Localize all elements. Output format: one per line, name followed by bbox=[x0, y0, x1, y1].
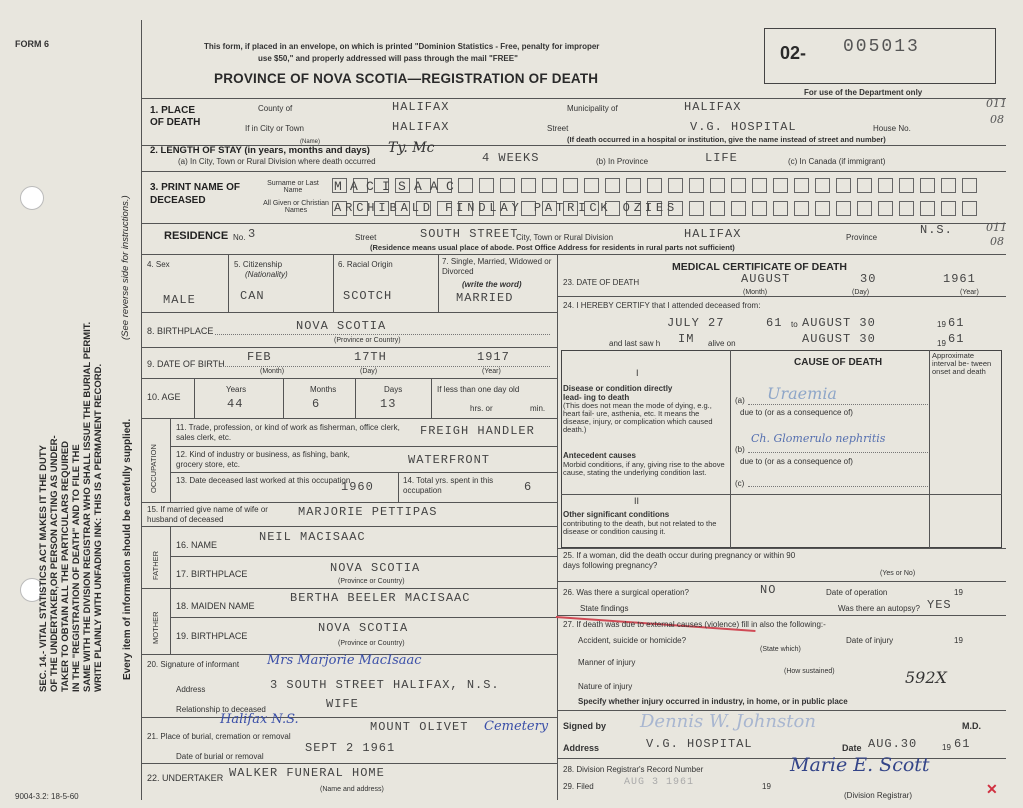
last-worked-label: 13. Date deceased last worked at this occupation bbox=[176, 476, 351, 485]
letter-box bbox=[773, 178, 788, 193]
dod-year: 1961 bbox=[943, 272, 976, 286]
name-hint: (Name) bbox=[300, 139, 321, 145]
q25-label: 25. If a woman, did the death occur during pregnancy or within 90 days following pregnancy? bbox=[563, 551, 796, 570]
mother-birthplace-label: 19. BIRTHPLACE bbox=[176, 631, 248, 641]
birthplace-label: 8. BIRTHPLACE bbox=[147, 326, 214, 336]
months-label: Months bbox=[310, 385, 337, 394]
city-label: If in City or Town bbox=[245, 124, 304, 133]
letter-box bbox=[710, 178, 725, 193]
marital-label: 7. Single, Married, Widowed or Divorced bbox=[442, 257, 552, 276]
letter-box bbox=[626, 178, 641, 193]
deceased-name-label: 3. PRINT NAME OF DECEASED bbox=[150, 182, 241, 206]
antecedent-text: Morbid conditions, if any, giving rise to the above cause, stating the underlying condition last. bbox=[563, 460, 725, 477]
registrar-label: (Division Registrar) bbox=[844, 791, 913, 800]
hospital-note: (If death occurred in a hospital or institution, give the name instead of street and number) bbox=[567, 135, 886, 144]
letter-box bbox=[878, 201, 893, 216]
stay-annotation: Ty. Mc bbox=[388, 140, 435, 156]
letter-box bbox=[647, 178, 662, 193]
dod-day: 30 bbox=[860, 272, 877, 286]
mother-birthplace-value: NOVA SCOTIA bbox=[318, 621, 409, 635]
accident-label: Accident, suicide or homicide? bbox=[578, 636, 687, 645]
marital-hint: (write the word) bbox=[462, 280, 522, 289]
place-of-death-label: 1. PLACE OF DEATH bbox=[150, 105, 201, 128]
alive-year: 61 bbox=[948, 332, 965, 346]
letter-box bbox=[941, 178, 956, 193]
form-number: FORM 6 bbox=[15, 39, 50, 49]
letter-box bbox=[542, 178, 557, 193]
stay-b-label: (b) In Province bbox=[596, 157, 649, 166]
dob-year-hint: (Year) bbox=[482, 368, 501, 375]
days-value: 13 bbox=[380, 397, 397, 411]
red-x-mark: ✕ bbox=[986, 781, 998, 797]
interval-label: Approximate interval be- tween onset and death bbox=[932, 351, 992, 376]
informant-addr-label: Address bbox=[176, 685, 206, 694]
attended-from: JULY 27 bbox=[667, 316, 725, 330]
residence-label: RESIDENCE bbox=[164, 230, 229, 242]
length-of-stay-label: 2. LENGTH OF STAY (in years, months and days) bbox=[150, 145, 370, 156]
relationship-label: Relationship to deceased bbox=[176, 705, 266, 714]
burial-date: SEPT 2 1961 bbox=[305, 741, 396, 755]
manner-label: Manner of injury bbox=[578, 658, 636, 667]
residence-note: (Residence means usual place of abode. Post Office Address for residents in rural parts not sufficient) bbox=[370, 243, 735, 252]
industry-value: WATERFRONT bbox=[408, 453, 491, 467]
dob-label: 9. DATE OF BIRTH bbox=[147, 359, 225, 369]
alive-label: alive on bbox=[708, 339, 736, 348]
letter-box bbox=[479, 178, 494, 193]
residence-city: HALIFAX bbox=[684, 227, 742, 241]
mail-notice-2: use $50," and properly addressed will pass through the mail "FREE" bbox=[258, 54, 518, 63]
trade-label: 11. Trade, profession, or kind of work as fisherman, office clerk, sales clerk, etc. bbox=[176, 423, 400, 442]
residence-province-label: Province bbox=[846, 233, 878, 242]
residence-no: 3 bbox=[248, 227, 257, 241]
q26-label: 26. Was there a surgical operation? bbox=[563, 588, 689, 597]
stay-a-label: (a) In City, Town or Rural Division where death occurred bbox=[178, 157, 376, 166]
dob-year: 1917 bbox=[477, 350, 510, 364]
filed-stamp: AUG 3 1961 bbox=[624, 777, 695, 788]
letter-box bbox=[584, 178, 599, 193]
letter-box bbox=[521, 178, 536, 193]
father-birthplace-label: 17. BIRTHPLACE bbox=[176, 569, 248, 579]
informant-sig-label: 20. Signature of informant bbox=[147, 660, 240, 669]
cause-b-value: Ch. Glomerulo nephritis bbox=[751, 432, 886, 445]
letter-box bbox=[836, 178, 851, 193]
physician-addr-label: Address bbox=[563, 743, 600, 753]
total-years-value: 6 bbox=[524, 480, 533, 494]
letter-box bbox=[752, 201, 767, 216]
residence-no-label: No. bbox=[233, 233, 246, 242]
physician-signature: Dennis W. Johnston bbox=[640, 711, 816, 732]
attended-to-year: 61 bbox=[948, 316, 965, 330]
given-value: ARCHIBALD FINDLAY PATRICK OZIES bbox=[334, 201, 679, 215]
injury-date-label: Date of injury bbox=[846, 636, 894, 645]
margin-code-1: 011 bbox=[986, 97, 1007, 110]
cause-a-label: (a) bbox=[735, 396, 745, 405]
to-prefix19: 19 bbox=[937, 320, 946, 329]
marital-value: MARRIED bbox=[456, 291, 514, 305]
father-side-label: FATHER bbox=[151, 550, 160, 580]
mother-side-label: MOTHER bbox=[151, 611, 160, 644]
antecedent-title: Antecedent causes bbox=[563, 451, 636, 460]
residence-code-1: 011 bbox=[986, 221, 1007, 234]
saw-label: and last saw h bbox=[609, 339, 661, 348]
dob-month: FEB bbox=[247, 350, 272, 364]
mother-maiden-value: BERTHA BEELER MACISAAC bbox=[290, 591, 471, 605]
alive-on: AUGUST 30 bbox=[802, 332, 876, 346]
filed-label: 29. Filed bbox=[563, 782, 594, 791]
side-every-item: Every item of information should be carefully supplied. bbox=[122, 418, 133, 680]
residence-code-2: 08 bbox=[990, 235, 1004, 248]
letter-box bbox=[962, 178, 977, 193]
street-value: V.G. HOSPITAL bbox=[690, 120, 797, 134]
undertaker-hint: (Name and address) bbox=[320, 786, 384, 793]
relationship-value: WIFE bbox=[326, 697, 359, 711]
trade-value: FREIGH HANDLER bbox=[420, 424, 535, 438]
sig-date-label: Date bbox=[842, 743, 862, 753]
punch-hole-top bbox=[20, 186, 44, 210]
dod-label: 23. DATE OF DEATH bbox=[563, 278, 640, 287]
md-label: M.D. bbox=[962, 721, 981, 731]
letter-box bbox=[689, 178, 704, 193]
sex-label: 4. Sex bbox=[147, 260, 170, 269]
given-label: All Given or Christian Names bbox=[263, 200, 329, 214]
street-label: Street bbox=[547, 124, 569, 133]
days-label: Days bbox=[384, 385, 403, 394]
informant-address: 3 SOUTH STREET HALIFAX, N.S. bbox=[270, 678, 500, 692]
city-value: HALIFAX bbox=[392, 120, 450, 134]
father-name-label: 16. NAME bbox=[176, 540, 218, 550]
op-year-label: 19 bbox=[954, 588, 963, 597]
father-name-value: NEIL MACISAAC bbox=[259, 530, 366, 544]
sex-value: MALE bbox=[163, 293, 196, 307]
birthplace-hint: (Province or Country) bbox=[334, 337, 401, 344]
letter-box bbox=[899, 201, 914, 216]
last-worked-value: 1960 bbox=[341, 480, 374, 494]
dod-year-hint: (Year) bbox=[960, 289, 979, 296]
state-which-hint: (State which) bbox=[760, 646, 801, 653]
how-sustained-hint: (How sustained) bbox=[784, 668, 835, 675]
dod-month: AUGUST bbox=[741, 272, 791, 286]
min-label: min. bbox=[530, 404, 546, 413]
total-years-label: 14. Total yrs. spent in this occupation bbox=[403, 476, 494, 495]
residence-street-label: Street bbox=[355, 233, 377, 242]
nature-code: 592X bbox=[905, 668, 947, 687]
specify-label: Specify whether injury occurred in industry, in home, or in public place bbox=[578, 697, 848, 706]
informant-signature: Mrs Marjorie MacIsaac bbox=[267, 653, 422, 668]
letter-box bbox=[920, 201, 935, 216]
letter-box bbox=[731, 201, 746, 216]
cause-title: CAUSE OF DEATH bbox=[794, 357, 883, 368]
dod-month-hint: (Month) bbox=[743, 289, 768, 296]
letter-box bbox=[941, 201, 956, 216]
dob-day: 17TH bbox=[354, 350, 387, 364]
letter-box bbox=[731, 178, 746, 193]
occupation-side-label: OCCUPATION bbox=[149, 444, 158, 493]
autopsy-label: Was there an autopsy? bbox=[838, 604, 920, 613]
op-date-label: Date of operation bbox=[826, 588, 888, 597]
father-birthplace-value: NOVA SCOTIA bbox=[330, 561, 421, 575]
registration-number: 005013 bbox=[843, 37, 920, 57]
other-title: Other significant conditions bbox=[563, 510, 670, 519]
page-title: PROVINCE OF NOVA SCOTIA—REGISTRATION OF DEATH bbox=[214, 71, 599, 86]
margin-code-2: 08 bbox=[990, 113, 1004, 126]
sig-date-year: 61 bbox=[954, 737, 971, 751]
residence-province: N.S. bbox=[920, 223, 953, 237]
citizenship-label: 5. Citizenship bbox=[234, 260, 283, 269]
spouse-label: 15. If married give name of wife or husband of deceased bbox=[147, 505, 268, 524]
saw-him: IM bbox=[678, 332, 695, 346]
years-value: 44 bbox=[227, 397, 244, 411]
stay-b-value: LIFE bbox=[705, 151, 738, 165]
letter-box bbox=[962, 201, 977, 216]
birthplace-value: NOVA SCOTIA bbox=[296, 319, 387, 333]
letter-box bbox=[920, 178, 935, 193]
side-instructions: SEC. 14.- VITAL STATISTICS ACT MAKES IT THE DUTY OF THE UNDERTAKER,OR PERSON ACTING AS UNDER- TAKER TO OBTAIN ALL THE PARTICULARS REQUIRED IN THE "REGISTRATION OF DEATH" AND TO FILE THE SAME WITH THE DIVISION REGISTRAR WHO SHALL ISSUE THE BURIAL PERMIT. WRITE PLAINLY WITH UNFADING INK: THIS IS A PERMANENT RECORD. bbox=[38, 321, 104, 692]
letter-box bbox=[752, 178, 767, 193]
age-label: 10. AGE bbox=[147, 392, 181, 402]
dob-month-hint: (Month) bbox=[260, 368, 285, 375]
signed-label: Signed by bbox=[563, 721, 607, 731]
nature-label: Nature of injury bbox=[578, 682, 633, 691]
cause-b-label: (b) bbox=[735, 445, 745, 454]
house-label: House No. bbox=[873, 124, 911, 133]
cause-c-label: (c) bbox=[735, 479, 745, 488]
sig-date: AUG.30 bbox=[868, 737, 918, 751]
months-value: 6 bbox=[312, 397, 321, 411]
department-use-note: For use of the Department only bbox=[804, 88, 923, 97]
undertaker-value: WALKER FUNERAL HOME bbox=[229, 766, 385, 780]
stay-c-label: (c) In Canada (if immigrant) bbox=[788, 157, 886, 166]
certify-label: 24. I HEREBY CERTIFY that I attended deceased from: bbox=[563, 301, 761, 310]
less-than-day-label: If less than one day old bbox=[437, 385, 520, 394]
physician-address: V.G. HOSPITAL bbox=[646, 737, 753, 751]
letter-box bbox=[815, 201, 830, 216]
attended-from-year: 61 bbox=[766, 316, 783, 330]
letter-box bbox=[857, 178, 872, 193]
years-label: Years bbox=[226, 385, 247, 394]
letter-box bbox=[815, 178, 830, 193]
burial-place-label: 21. Place of burial, cremation or removal bbox=[147, 732, 291, 741]
letter-box bbox=[899, 178, 914, 193]
residence-street: SOUTH STREET bbox=[420, 227, 519, 241]
citizenship-value: CAN bbox=[240, 289, 265, 303]
letter-box bbox=[773, 201, 788, 216]
dod-day-hint: (Day) bbox=[852, 289, 870, 296]
racial-value: SCOTCH bbox=[343, 289, 393, 303]
yes-no-hint: (Yes or No) bbox=[880, 570, 916, 577]
letter-box bbox=[836, 201, 851, 216]
injury-year-label: 19 bbox=[954, 636, 963, 645]
q26-value: NO bbox=[760, 583, 777, 597]
letter-box bbox=[857, 201, 872, 216]
roman-one: I bbox=[636, 368, 639, 378]
municipality-value: HALIFAX bbox=[684, 100, 742, 114]
medical-title: MEDICAL CERTIFICATE OF DEATH bbox=[672, 261, 847, 273]
municipality-label: Municipality of bbox=[567, 104, 618, 113]
side-reverse-note: (See reverse side for instructions.) bbox=[120, 195, 131, 340]
letter-box bbox=[689, 201, 704, 216]
dob-day-hint: (Day) bbox=[360, 368, 378, 375]
disease-text: (This does not mean the mode of dying, e.g., heart fail- ure, asthenia, etc. It means the disease, injury, or complication which caused death.) bbox=[563, 401, 713, 434]
undertaker-label: 22. UNDERTAKER bbox=[147, 773, 224, 783]
father-bp-hint: (Province or Country) bbox=[338, 578, 405, 585]
citizenship-hint: (Nationality) bbox=[245, 270, 288, 279]
attended-to: AUGUST 30 bbox=[802, 316, 876, 330]
spouse-value: MARJORIE PETTIPAS bbox=[298, 505, 438, 519]
due-to-1: due to (or as a consequence of) bbox=[740, 408, 853, 417]
letter-box bbox=[605, 178, 620, 193]
county-label: County of bbox=[258, 104, 293, 113]
burial-date-label: Date of burial or removal bbox=[176, 752, 264, 761]
disease-title: Disease or condition directly lead- ing to death bbox=[563, 384, 673, 402]
surname-value: MACISAAC bbox=[334, 179, 463, 194]
mother-maiden-label: 18. MAIDEN NAME bbox=[176, 601, 255, 611]
surname-label: Surname or Last Name bbox=[267, 180, 319, 194]
stay-a-value: 4 WEEKS bbox=[482, 151, 540, 165]
form-code: 9004-3.2: 18-5-60 bbox=[15, 792, 79, 801]
industry-label: 12. Kind of industry or business, as fishing, bank, grocery store, etc. bbox=[176, 450, 350, 469]
letter-box bbox=[710, 201, 725, 216]
letter-box bbox=[878, 178, 893, 193]
hrs-label: hrs. or bbox=[470, 404, 493, 413]
racial-label: 6. Racial Origin bbox=[338, 260, 393, 269]
to-label: to bbox=[791, 320, 798, 329]
letter-box bbox=[794, 201, 809, 216]
findings-label: State findings bbox=[580, 604, 629, 613]
mother-bp-hint: (Province or Country) bbox=[338, 640, 405, 647]
county-value: HALIFAX bbox=[392, 100, 450, 114]
letter-box bbox=[563, 178, 578, 193]
autopsy-value: YES bbox=[927, 598, 952, 612]
alive-prefix19: 19 bbox=[937, 339, 946, 348]
registration-prefix: 02- bbox=[780, 43, 807, 63]
due-to-2: due to (or as a consequence of) bbox=[740, 457, 853, 466]
cause-a-value: Uraemia bbox=[767, 384, 837, 403]
letter-box bbox=[668, 178, 683, 193]
roman-two: II bbox=[634, 496, 640, 506]
other-text: contributing to the death, but not related to the disease or condition causing it. bbox=[563, 519, 717, 536]
burial-place-hw2: Cemetery bbox=[484, 719, 549, 734]
mail-notice-1: This form, if placed in an envelope, on which is printed "Dominion Statistics - Free, penalty for improper bbox=[204, 42, 600, 51]
letter-box bbox=[500, 178, 515, 193]
filed-19: 19 bbox=[762, 782, 771, 791]
record-number-label: 28. Division Registrar's Record Number bbox=[563, 765, 704, 774]
q27-label: 27. If death was due to external causes (violence) fill in also the following:- bbox=[563, 620, 826, 629]
burial-place: MOUNT OLIVET bbox=[370, 720, 469, 734]
registrar-signature: Marie E. Scott bbox=[790, 754, 930, 776]
sig-date-19: 19 bbox=[942, 743, 951, 752]
letter-box bbox=[794, 178, 809, 193]
burial-place-hw: Halifax N.S. bbox=[220, 712, 299, 727]
residence-city-label: City, Town or Rural Division bbox=[516, 233, 614, 242]
